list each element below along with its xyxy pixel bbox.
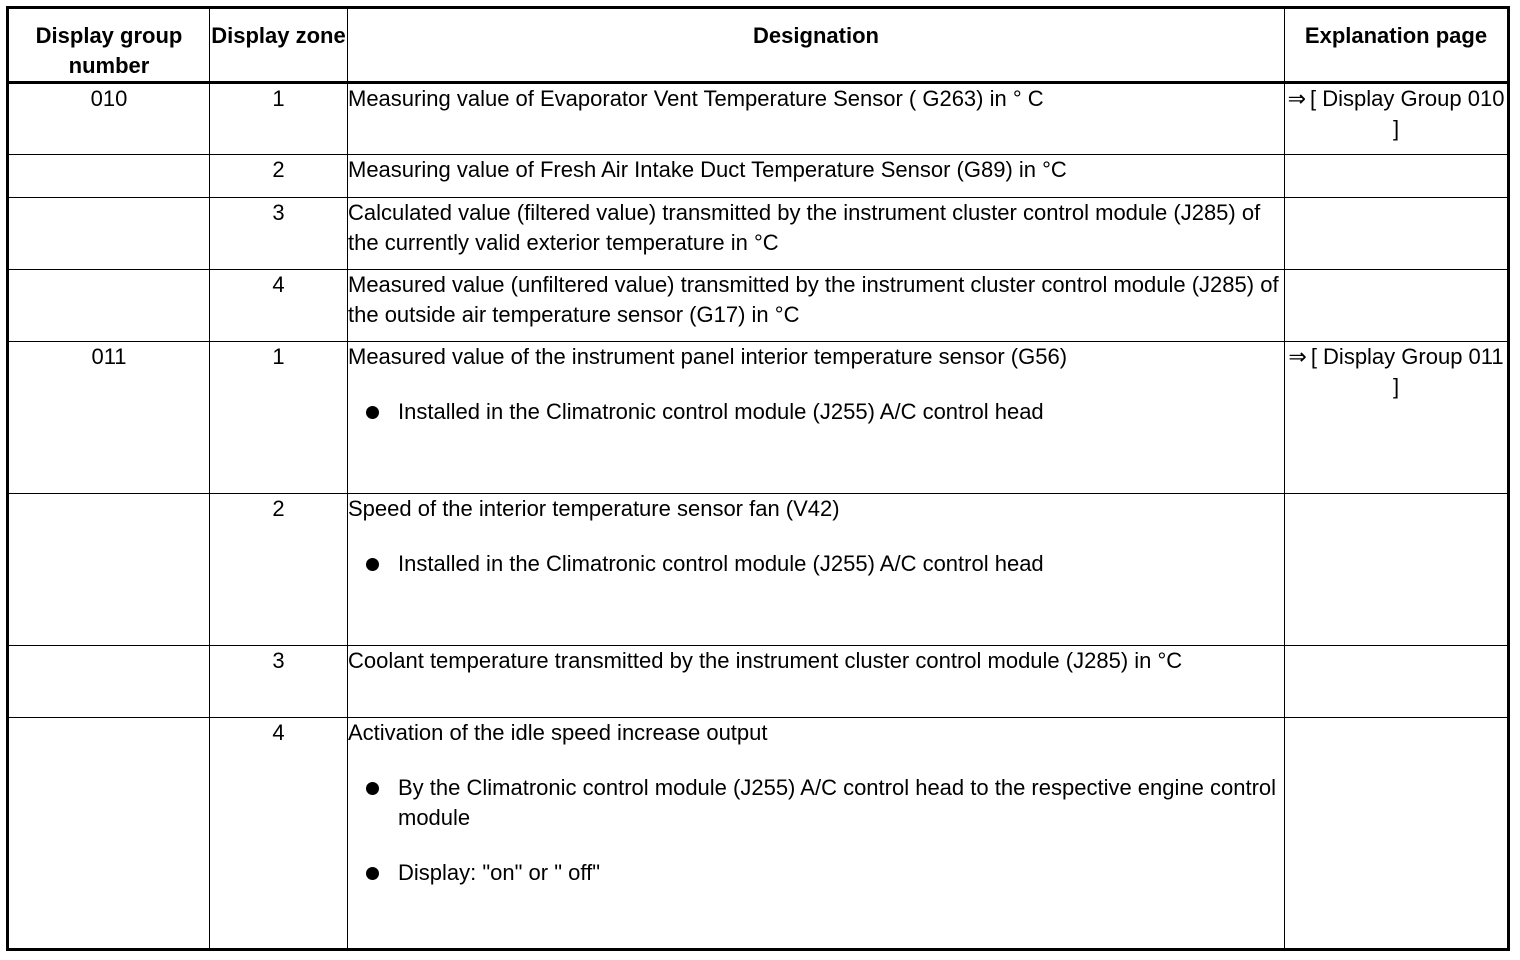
display-group-number xyxy=(8,646,210,718)
display-group-number xyxy=(8,198,210,270)
bullet-item xyxy=(348,397,1284,427)
designation-cell xyxy=(348,646,1285,718)
display-group-number: 010 xyxy=(8,83,210,155)
table-row xyxy=(8,270,1509,342)
explanation-page-cell xyxy=(1285,198,1509,270)
display-zone: 3 xyxy=(210,198,348,270)
bullet-dot-icon xyxy=(366,406,379,419)
designation-text: Measuring value of Fresh Air Intake Duct Temperature Sensor (G89) in °C xyxy=(348,157,1067,182)
bullet-item xyxy=(348,773,1284,833)
header-designation: Designation xyxy=(348,8,1285,83)
arrow-right-icon: ⇒ xyxy=(1287,86,1306,111)
table-row xyxy=(8,342,1509,494)
bullet-dot-icon xyxy=(366,867,379,880)
explanation-page-cell xyxy=(1285,718,1509,950)
designation-cell xyxy=(348,83,1285,155)
designation-text: Measuring value of Evaporator Vent Temperature Sensor ( G263) in ° C xyxy=(348,86,1044,111)
explanation-page-cell xyxy=(1285,342,1509,494)
display-zone: 4 xyxy=(210,718,348,950)
designation-text: Activation of the idle speed increase output xyxy=(348,720,768,745)
explanation-page-cell xyxy=(1285,494,1509,646)
table-row xyxy=(8,83,1509,155)
designation-text: Coolant temperature transmitted by the instrument cluster control module (J285) in °C xyxy=(348,648,1183,673)
display-groups-table xyxy=(6,6,1510,951)
display-zone: 3 xyxy=(210,646,348,718)
header-display-zone: Display zone xyxy=(210,8,348,83)
display-zone: 1 xyxy=(210,83,348,155)
table-row xyxy=(8,718,1509,950)
display-zone: 2 xyxy=(210,155,348,198)
display-group-number xyxy=(8,155,210,198)
header-row xyxy=(8,8,1509,83)
explanation-page-cell xyxy=(1285,83,1509,155)
display-group-number: 011 xyxy=(8,342,210,494)
display-zone: 2 xyxy=(210,494,348,646)
designation-cell xyxy=(348,270,1285,342)
display-group-number xyxy=(8,718,210,950)
explanation-page-cell xyxy=(1285,155,1509,198)
designation-cell xyxy=(348,494,1285,646)
table-row xyxy=(8,646,1509,718)
bullet-dot-icon xyxy=(366,558,379,571)
bullet-text: By the Climatronic control module (J255) A/C control head to the respective engine control module xyxy=(398,775,1277,830)
bullet-item xyxy=(348,549,1284,579)
bullet-text: Installed in the Climatronic control module (J255) A/C control head xyxy=(398,399,1044,424)
designation-cell xyxy=(348,718,1285,950)
bullet-item xyxy=(348,858,1284,888)
designation-text: Calculated value (filtered value) transmitted by the instrument cluster control module (J285) of the currently valid exterior temperature in °C xyxy=(348,200,1261,255)
table-row xyxy=(8,494,1509,646)
explanation-page-cell xyxy=(1285,270,1509,342)
bullet-dot-icon xyxy=(366,782,379,795)
table-row xyxy=(8,155,1509,198)
bullet-text: Display: "on" or " off" xyxy=(398,860,601,885)
display-group-number xyxy=(8,270,210,342)
designation-cell xyxy=(348,198,1285,270)
designation-text: Measured value (unfiltered value) transmitted by the instrument cluster control module (J285) of the outside air temperature sensor (G17) in °C xyxy=(348,272,1279,327)
designation-text: Speed of the interior temperature sensor fan (V42) xyxy=(348,496,840,521)
explanation-page-link[interactable]: [ Display Group 010 ] xyxy=(1310,86,1505,141)
display-zone: 1 xyxy=(210,342,348,494)
designation-cell xyxy=(348,342,1285,494)
display-zone: 4 xyxy=(210,270,348,342)
header-explanation-page: Explanation page xyxy=(1285,8,1509,83)
arrow-right-icon: ⇒ xyxy=(1288,344,1307,369)
header-display-group-number: Display group number xyxy=(8,8,210,83)
designation-cell xyxy=(348,155,1285,198)
display-group-number xyxy=(8,494,210,646)
table-row xyxy=(8,198,1509,270)
explanation-page-cell xyxy=(1285,646,1509,718)
designation-text: Measured value of the instrument panel interior temperature sensor (G56) xyxy=(348,344,1068,369)
explanation-page-link[interactable]: [ Display Group 011 ] xyxy=(1310,344,1504,399)
bullet-text: Installed in the Climatronic control module (J255) A/C control head xyxy=(398,551,1044,576)
